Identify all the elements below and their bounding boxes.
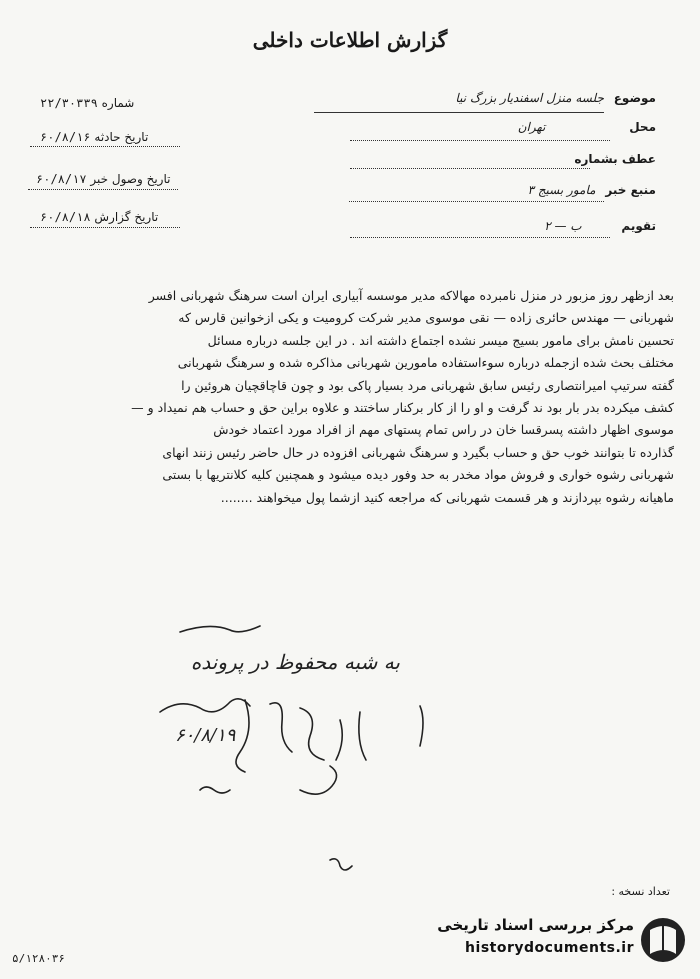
handwritten-note: به شبه محفوظ در پرونده [190,650,400,674]
report-date-label: تاریخ گزارش [94,210,159,224]
body-line: شهربانی رشوه خواری و فروش مواد مخدر به حد وفور دیده میشود و همچنین کلیه کلانتریها با بستی [162,467,674,483]
location-label: محل [629,120,656,134]
watermark-text-en: historydocuments.ir [465,940,634,956]
body-line: بعد ازظهر روز مزبور در منزل نامبرده مهالاکه مدیر موسسه آبیاری ایران است سرهنگ شهربانی افسر [148,288,674,303]
incident-date-value: ۶۰/۸/۱۶ [40,130,91,144]
body-line: ماهیانه رشوه بپردازند و هر قسمت شهربانی که مراجعه کنید ازشما پول میخواهند ........ [220,489,674,505]
body-line: کشف میکرده بدر بار بود ند گرفت و او را از کار برکنار ساختند و علاوه براین حق و حساب هم نمیداد و — [131,400,674,416]
archive-logo-icon [638,912,688,968]
number-label: شماره [101,96,135,110]
body-line: گذارده تا بتوانند خوب حق و حساب بگیرد و سرهنگ شهربانی افزوده در حال حاضر رئیس زنند انهای [162,444,674,460]
received-date-label: تاریخ وصول خبر [90,172,171,186]
rating-value: ب — ۲ [544,219,582,233]
subject-value: جلسه منزل اسفندیار بزرگ نیا [455,91,604,105]
watermark-text-fa: مرکز بررسی اسناد تاریخی [437,916,634,934]
watermark [392,910,692,970]
body-line: تحسین نامش برای مامور بسیج میسر نشده اجتماع داشته اند . در این جلسه درباره مسائل [207,332,674,348]
archive-number: ۵/۱۲۸۰۳۶ [12,952,65,965]
source-label: منبع خبر [605,183,656,197]
body-line: شهربانی — مهندس حائری زاده — نقی موسوی مدیر شرکت کرومیت و یکی ازخوانین قارس که [178,310,674,326]
report-title: گزارش اطلاعات داخلی [252,28,448,52]
body-line: گفته سرتیپ امیرانتصاری رئیس سابق شهربانی مرد بسیار پاکی بود و چون قاچاقچیان هروئین را [181,377,674,393]
handwritten-date: ۶۰/۸/۱۹ [175,725,236,746]
subject-label: موضوع [613,91,656,105]
body-line: مختلف بحث شده ازجمله درباره سوءاستفاده مامورین شهربانی مذاکره شده و سرهنگ شهربانی [177,355,674,371]
copies-label: تعداد نسخه : [611,885,670,898]
location-value: تهران [517,120,546,134]
body-line: موسوی اظهار داشته پسرقسا خان در راس تمام پستهای مهم از افراد مورد اعتماد خودش [213,422,674,438]
rating-label: تقویم [621,219,656,233]
number-value: ۲۲/۳۰۳۳۹ [40,96,98,110]
reference-label: عطف بشماره [574,152,656,166]
incident-date-label: تاریخ حادثه [94,130,149,144]
report-date-value: ۶۰/۸/۱۸ [40,210,91,224]
received-date-value: ۶۰/۸/۱۷ [36,172,87,186]
source-value: مامور بسیج ۳ [527,183,596,197]
